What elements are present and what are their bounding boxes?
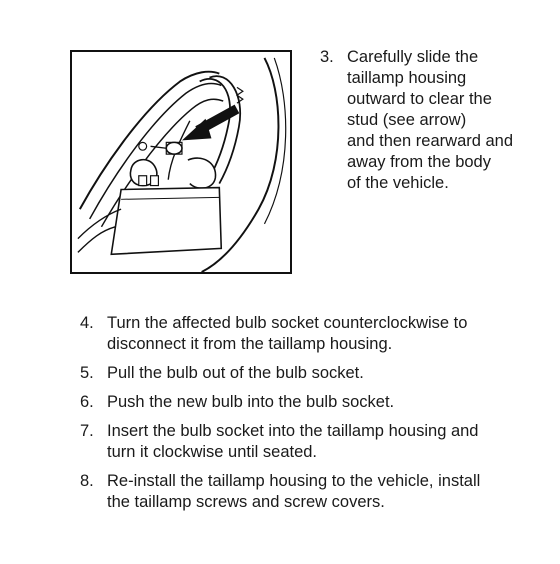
step-number: 8. xyxy=(80,472,94,490)
step-text-line: and then rearward and xyxy=(347,132,514,150)
step-text xyxy=(107,363,550,384)
step-5 xyxy=(80,363,550,384)
step-text-line: disconnect it from the taillamp housing. xyxy=(107,335,393,353)
step-number: 3. xyxy=(320,48,334,66)
step-number: 4. xyxy=(80,314,94,332)
step-text xyxy=(347,47,552,194)
step-text-line: Turn the affected bulb socket counterclockwise to xyxy=(107,314,468,332)
taillamp-figure xyxy=(70,50,292,274)
steps-list xyxy=(80,313,550,521)
step-text-line: away from the body xyxy=(347,153,491,171)
step-6 xyxy=(80,392,550,413)
step-4 xyxy=(80,313,550,355)
step-text-line: the taillamp screws and screw covers. xyxy=(107,493,385,511)
step-number: 5. xyxy=(80,364,94,382)
step-text-line: Re-install the taillamp housing to the vehicle, install xyxy=(107,472,481,490)
step-number: 7. xyxy=(80,422,94,440)
step-text-line: of the vehicle. xyxy=(347,174,449,192)
step-text-line: Pull the bulb out of the bulb socket. xyxy=(107,364,364,382)
step-text-line: turn it clockwise until seated. xyxy=(107,443,318,461)
step-text xyxy=(107,471,550,513)
step-text xyxy=(107,421,550,463)
step-number: 6. xyxy=(80,393,94,411)
step-text-line: outward to clear the xyxy=(347,90,492,108)
step-text-line: Insert the bulb socket into the taillamp housing and xyxy=(107,422,479,440)
step-text xyxy=(107,392,550,413)
step-text xyxy=(107,313,550,355)
step-8 xyxy=(80,471,550,513)
step-7 xyxy=(80,421,550,463)
step-text-line: taillamp housing xyxy=(347,69,467,87)
step-text-line: Carefully slide the xyxy=(347,48,479,66)
taillamp-housing-illustration xyxy=(72,52,290,272)
step-text-line: stud (see arrow) xyxy=(347,111,467,129)
step-text-line: Push the new bulb into the bulb socket. xyxy=(107,393,395,411)
